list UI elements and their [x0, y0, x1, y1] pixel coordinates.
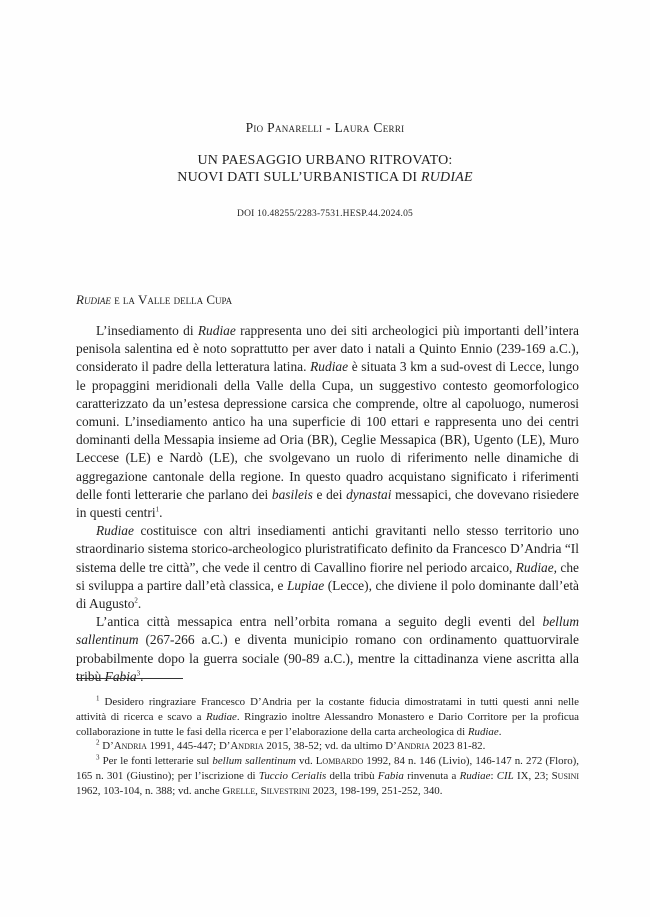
text-run: costituisce con altri insediamenti antichi gravitanti nello stesso territorio uno straordinario sistema storico-archeologico pluristratificato definito da Francesco D’Andria “Il sistema delle tre città”, che vede il centro di Cavallino fiorire nel periodo arcaico,	[76, 523, 579, 575]
text-run: 2023, 198-199, 251-252, 340.	[309, 784, 443, 797]
title-line-2-text: NUOVI DATI SULL’URBANISTICA DI	[177, 170, 421, 185]
text-run: rappresenta uno dei siti archeologici più importanti dell’intera penisola salentina ed è noto soprattutto per aver dato i natali a Quinto Ennio (239-169 a.C.), considerato il padre della letteratura latina.	[76, 323, 580, 375]
text-run: messapici, che dovevano risiedere in questi centri	[76, 486, 579, 521]
text-run: 1991, 445-447;	[146, 740, 219, 753]
text-run: D’Andria	[218, 740, 264, 753]
text-run: dynastai	[346, 486, 392, 502]
text-run: Rudiae	[310, 359, 349, 375]
text-run: Per le fonti letterarie sul	[99, 755, 213, 768]
text-run: è situata 3 km a sud-ovest di Lecce, lungo le propaggini meridionali della Valle della Cupa, un suggestivo contesto geomorfologico caratterizzato da un’estesa depressione carsica che comprende, oltre al capoluogo, numerosi comuni. L’insediamento antico ha una superficie di 100 ettari e rappresenta uno dei centri dominanti della Messapia insieme ad Oria (BR), Ceglie Messapica (BR), Ugento (LE), Muro Leccese (LE) e Nardò (LE), che svolgevano un ruolo di riferimento nelle dinamiche di aggregazione cantonale della regione. In questo quadro acquistano significato i riferimenti delle fonti letterarie che parlano dei	[76, 359, 579, 502]
text-run: Rudiae	[96, 523, 134, 539]
text-run: Rudiae,	[515, 559, 558, 575]
text-run: ,	[255, 784, 261, 797]
footnote-1	[76, 695, 579, 739]
text-run: 2015, 38-52; vd. da ultimo	[263, 740, 386, 753]
footnote-2	[76, 739, 579, 754]
section-heading-text: e la Valle della Cupa	[110, 292, 233, 307]
title-line-1: UN PAESAGGIO URBANO RITROVATO:	[197, 153, 453, 168]
title-line-2	[0, 169, 650, 186]
text-run: rinvenuta a	[403, 769, 460, 782]
author-line: Pio Panarelli - Laura Cerri	[245, 120, 405, 135]
text-run: Rudiae	[206, 710, 237, 723]
text-run: .	[140, 668, 144, 684]
text-run: Susini	[551, 769, 580, 782]
text-run: Rudiae	[197, 323, 236, 338]
text-run: .	[137, 596, 142, 612]
note-marker: 1	[155, 505, 160, 514]
text-run: Silvestrini	[260, 784, 310, 797]
section-heading	[76, 292, 232, 308]
text-run: Grelle	[222, 784, 256, 797]
section-heading-italic: Rudiae	[76, 292, 111, 307]
text-run: basileis	[271, 486, 313, 502]
text-run: vd.	[295, 755, 316, 768]
text-run: 2023 81-82.	[429, 740, 486, 753]
text-run: (Lecce), che diviene il polo dominante dall’età di Augusto	[76, 577, 579, 612]
text-run: e dei	[312, 486, 347, 502]
text-run: Rudiae	[459, 769, 491, 782]
text-run: Lupiae	[286, 577, 325, 593]
note-marker: 3	[96, 753, 100, 762]
footnote-3	[76, 754, 579, 798]
body-text	[76, 322, 579, 686]
body-paragraph-2	[76, 522, 579, 613]
footnotes	[76, 695, 579, 799]
note-marker: 3	[136, 669, 141, 678]
doi-line: DOI 10.48255/2283-7531.HESP.44.2024.05	[237, 209, 413, 219]
body-paragraph-1	[76, 322, 579, 522]
title-line-2-italic: RUDIAE	[420, 170, 473, 185]
text-run: .	[159, 505, 163, 521]
text-run: Fabia	[104, 668, 137, 684]
text-run: .	[498, 725, 502, 738]
note-marker: 2	[96, 738, 100, 747]
text-run: :	[490, 769, 497, 782]
text-run: Rudiae	[467, 725, 499, 738]
text-run: . Ringrazio inoltre Alessandro Monastero e Dario Corritore per la proficua collaborazione in tutte le fasi della ricerca e per l’elaborazione della carta archeologica di	[76, 710, 579, 738]
text-run: Lombardo	[315, 755, 364, 768]
text-run: bellum sallentinum	[76, 614, 579, 648]
text-run: CIL	[496, 769, 514, 782]
text-run: 1992, 84 n. 146 (Livio), 146-147 n. 272 (Floro), 165 n. 301 (Giustino); per l’iscrizione di	[76, 755, 579, 782]
text-run: della tribù	[326, 769, 378, 782]
text-run: D’Andria	[102, 740, 147, 753]
text-run: L’antica città messapica entra nell’orbita romana a seguito degli eventi del	[96, 614, 543, 630]
note-marker: 2	[134, 596, 138, 605]
text-run: Fabia	[377, 769, 404, 782]
article-title	[0, 152, 650, 186]
text-run: Tuccio Cerialis	[258, 769, 327, 782]
text-run: D’Andria	[385, 740, 430, 753]
text-run: IX, 23;	[513, 769, 552, 782]
text-run: 1962, 103-104, n. 388; vd. anche	[76, 784, 223, 797]
note-marker: 1	[96, 694, 100, 703]
text-run: che si sviluppa a partire dall’età classica, e	[76, 559, 579, 593]
body-paragraph-3	[76, 613, 579, 686]
text-run: bellum sallentinum	[212, 755, 296, 768]
text-run: Desidero ringraziare Francesco D’Andria per la costante fiducia dimostratami in tutti questi anni nelle attività di ricerca e scavo a	[76, 696, 579, 723]
text-run: (267-266 a.C.) e diventa municipio romano con ordinamento quattuorvirale probabilmente dopo la guerra sociale (90-89 a.C.), mentre la cittadinanza viene ascritta alla tribù	[76, 632, 579, 684]
footnote-rule	[76, 678, 183, 679]
text-run: L’insediamento di	[96, 323, 198, 338]
